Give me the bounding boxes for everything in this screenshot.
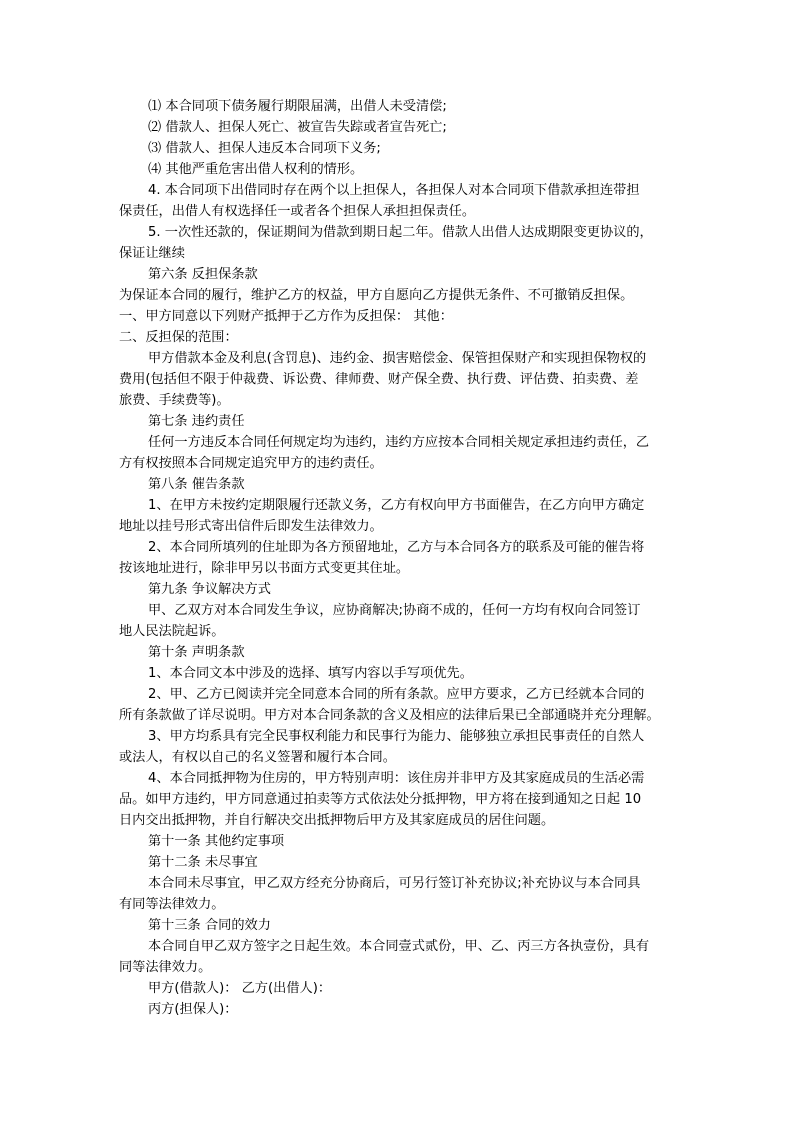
text-line: 品。如甲方违约，甲方同意通过拍卖等方式依法处分抵押物，甲方将在接到通知之日起 10 [119,792,642,807]
text-line: 旅费、手续费等)。 [119,393,230,408]
text-line: 2、甲、乙方已阅读并完全同意本合同的所有条款。应甲方要求，乙方已经就本合同的 [148,687,645,702]
signature-line-guarantor: 丙方(担保人)： [148,1002,238,1017]
text-line: 1、在甲方未按约定期限履行还款义务，乙方有权向甲方书面催告，在乙方向甲方确定 [148,498,645,513]
text-line: 保责任，出借人有权选择任一或者各个担保人承担担保责任。 [119,204,476,219]
text-line: 本合同未尽事宜，甲乙双方经充分协商后，可另行签订补充协议;补充协议与本合同具 [148,876,641,891]
text-line: 1、本合同文本中涉及的选择、填写内容以手写项优先。 [148,666,473,681]
text-line: 甲、乙双方对本合同发生争议，应协商解决;协商不成的，任何一方均有权向合同签订 [148,603,641,618]
section-heading: 第十三条 合同的效力 [148,918,271,933]
text-line: 任何一方违反本合同任何规定均为违约，违约方应按本合同相关规定承担违约责任，乙 [148,435,650,450]
text-line: 同等法律效力。 [119,960,212,975]
text-line: 地址以挂号形式寄出信件后即发生法律效力。 [119,519,383,534]
section-heading: 第十一条 其他约定事项 [148,834,285,849]
text-line: ⑷ 其他严重危害出借人权利的情形。 [148,162,364,177]
text-line: 2、本合同所填列的住址即为各方预留地址，乙方与本合同各方的联系及可能的催告将 [148,540,645,555]
text-line: 4、本合同抵押物为住房的，甲方特别声明：该住房并非甲方及其家庭成员的生活必需 [148,771,645,786]
text-line: 保证让继续 [119,246,185,261]
text-line: 一、甲方同意以下列财产抵押于乙方作为反担保： 其他： [119,309,453,324]
section-heading: 第八条 催告条款 [148,477,245,492]
text-line: 所有条款做了详尽说明。甲方对本合同条款的含义及相应的法律后果已全部通晓并充分理解。 [119,708,660,723]
section-heading: 第九条 争议解决方式 [148,582,271,597]
text-line: 本合同自甲乙双方签字之日起生效。本合同壹式贰份，甲、乙、丙三方各执壹份，具有 [148,939,650,954]
text-line: 甲方借款本金及利息(含罚息)、违约金、损害赔偿金、保管担保财产和实现担保物权的 [148,351,647,366]
text-line: 为保证本合同的履行，维护乙方的权益，甲方自愿向乙方提供无条件、不可撤销反担保。 [119,288,634,303]
text-line: 按该地址进行，除非甲另以书面方式变更其住址。 [119,561,410,576]
section-heading: 第七条 违约责任 [148,414,245,429]
section-heading: 第六条 反担保条款 [148,267,258,282]
text-line: 有同等法律效力。 [119,897,225,912]
text-line: 费用(包括但不限于仲裁费、诉讼费、律师费、财产保全费、执行费、评估费、拍卖费、差 [119,372,639,387]
text-line: ⑴ 本合同项下债务履行期限届满，出借人未受清偿; [148,99,447,114]
text-line: 地人民法院起诉。 [119,624,225,639]
text-line: 5. 一次性还款的，保证期间为借款到期日起二年。借款人出借人达成期限变更协议的， [148,225,653,240]
section-heading: 第十二条 未尽事宜 [148,855,258,870]
signature-line-parties: 甲方(借款人)： 乙方(出借人)： [148,981,332,996]
text-line: ⑵ 借款人、担保人死亡、被宣告失踪或者宣告死亡; [148,120,447,135]
section-heading: 第十条 声明条款 [148,645,245,660]
text-line: 方有权按照本合同规定追究甲方的违约责任。 [119,456,383,471]
text-line: 4. 本合同项下出借同时存在两个以上担保人，各担保人对本合同项下借款承担连带担 [148,183,640,198]
text-line: 3、甲方均系具有完全民事权利能力和民事行为能力、能够独立承担民事责任的自然人 [148,729,645,744]
text-line: 或法人，有权以自己的名义签署和履行本合同。 [119,750,396,765]
text-line: 二、反担保的范围： [119,330,238,345]
text-line: ⑶ 借款人、担保人违反本合同项下义务; [148,141,381,156]
text-line: 日内交出抵押物，并自行解决交出抵押物后甲方及其家庭成员的居住问题。 [119,813,555,828]
